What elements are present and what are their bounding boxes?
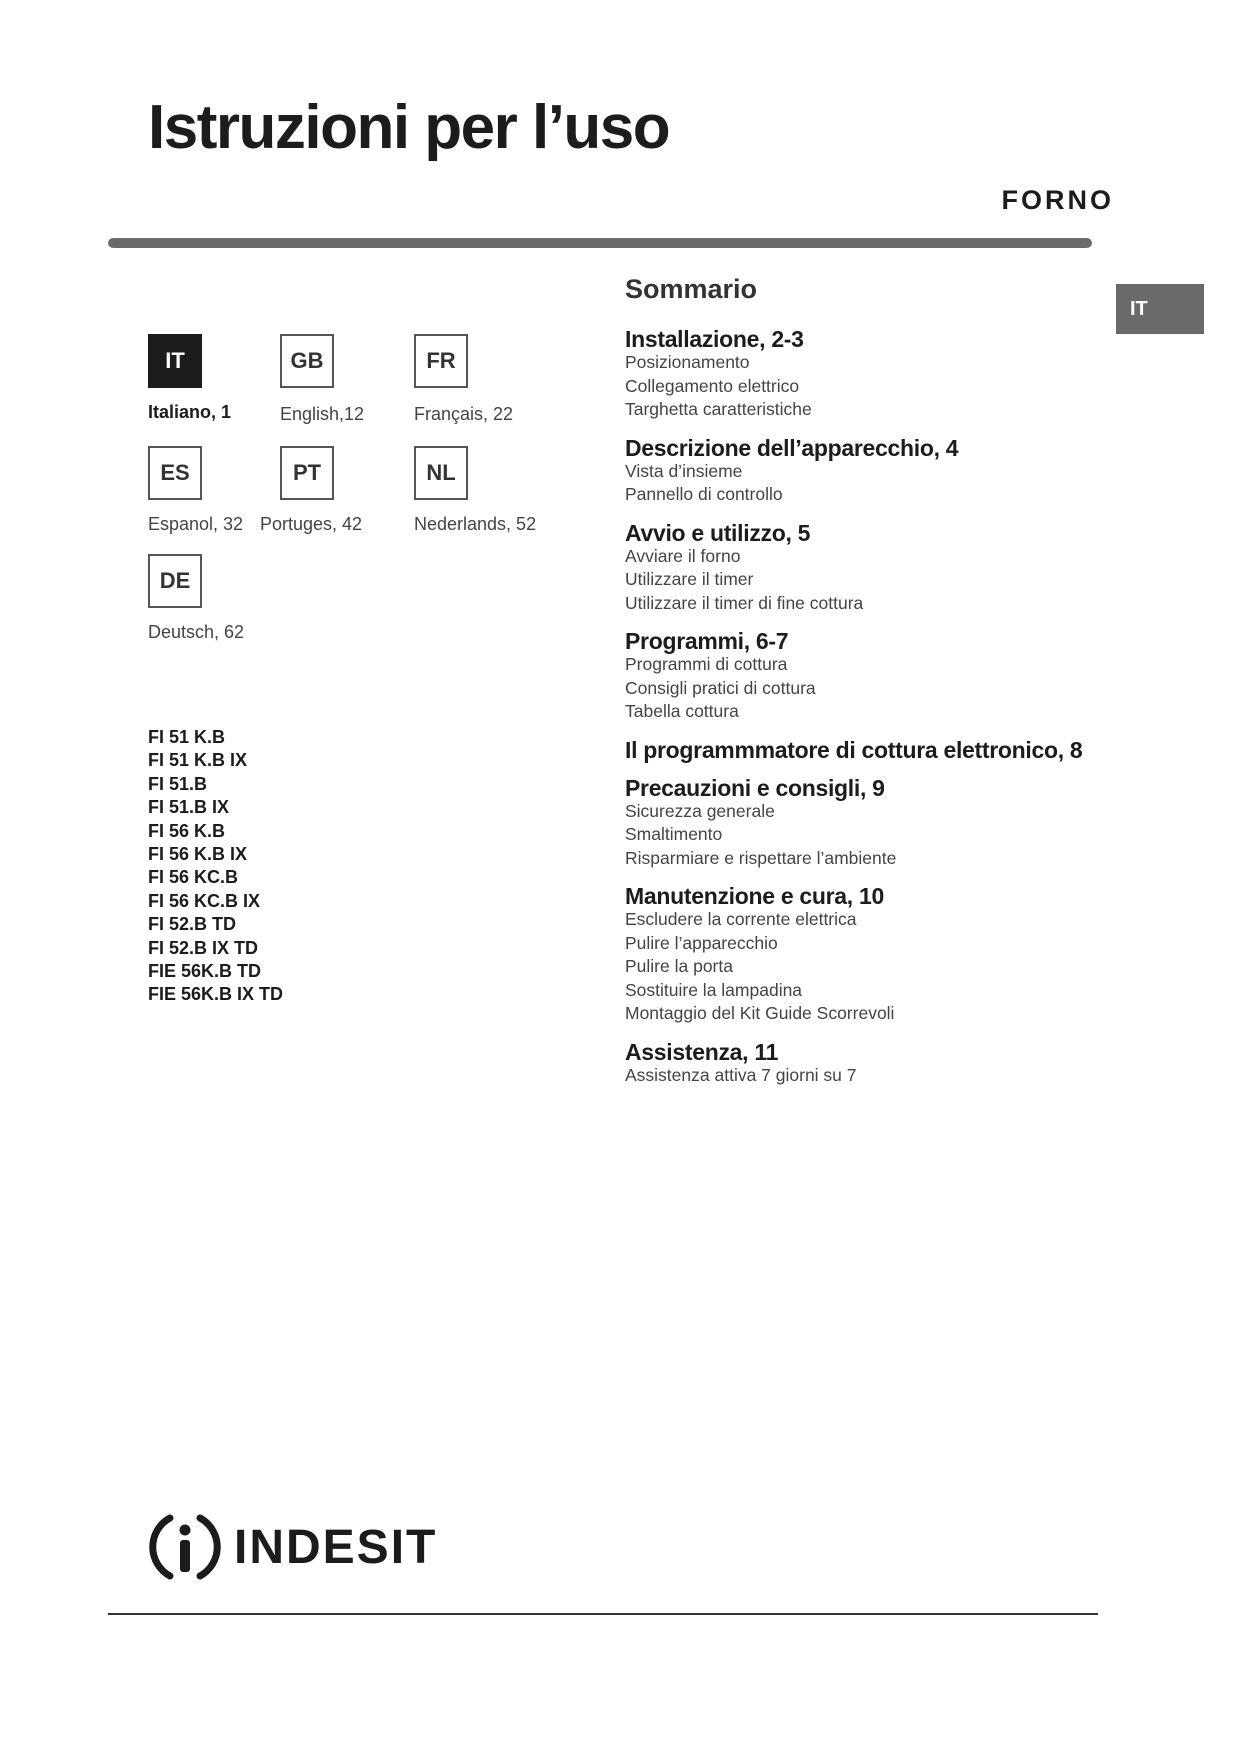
toc-item: Avviare il forno — [625, 545, 741, 566]
model-item: FI 56 K.B — [148, 820, 226, 841]
lang-box-pt[interactable]: PT — [280, 446, 334, 500]
model-item: FIE 56K.B IX TD — [148, 984, 284, 1005]
table-of-contents — [625, 274, 1095, 1101]
toc-section-title[interactable]: Manutenzione e cura, 10 — [625, 883, 884, 909]
toc-section-title[interactable]: Programmi, 6-7 — [625, 628, 789, 654]
model-item: FIE 56K.B TD — [148, 961, 262, 982]
model-item: FI 52.B TD — [148, 914, 237, 935]
brand-name: INDESIT — [234, 1520, 438, 1574]
lang-caption-it: Italiano, 1 — [148, 402, 232, 422]
toc-item: Risparmiare e rispettare l’ambiente — [625, 847, 897, 868]
lang-box-nl[interactable]: NL — [414, 446, 468, 500]
lang-box-es[interactable]: ES — [148, 446, 202, 500]
model-list — [148, 726, 283, 1007]
lang-caption-gb: English,12 — [280, 404, 365, 424]
lang-caption-de: Deutsch, 62 — [148, 622, 245, 642]
model-item: FI 56 KC.B IX — [148, 890, 261, 911]
model-item: FI 51.B IX — [148, 797, 230, 818]
toc-item: Escludere la corrente elettrica — [625, 909, 857, 929]
toc-section-installazione — [625, 327, 1095, 422]
toc-section-title[interactable]: Avvio e utilizzo, 5 — [625, 519, 811, 546]
lang-box-gb[interactable]: GB — [280, 334, 334, 388]
toc-item: Posizionamento — [625, 352, 750, 372]
model-item: FI 51 K.B — [148, 727, 226, 747]
toc-section-programmi — [625, 629, 1095, 724]
toc-item: Sicurezza generale — [625, 800, 775, 821]
toc-section-programmatore — [625, 738, 1095, 762]
toc-item: Smaltimento — [625, 824, 723, 844]
toc-section-title[interactable]: Precauzioni e consigli, 9 — [625, 774, 885, 801]
toc-section-title[interactable]: Il programmmatore di cottura elettronico, 8 — [625, 736, 1083, 763]
toc-item: Montaggio del Kit Guide Scorrevoli — [625, 1003, 895, 1023]
toc-item: Tabella cottura — [625, 701, 739, 721]
lang-box-de[interactable]: DE — [148, 554, 202, 608]
lang-caption-es: Espanol, 32 — [148, 514, 244, 534]
lang-caption-pt: Portuges, 42 — [260, 514, 363, 534]
toc-item: Sostituire la lampadina — [625, 979, 803, 1000]
toc-section-title[interactable]: Descrizione dell’apparecchio, 4 — [625, 434, 959, 461]
toc-item: Pulire la porta — [625, 956, 733, 976]
model-item: FI 56 K.B IX — [148, 844, 248, 865]
lang-box-it[interactable]: IT — [148, 334, 202, 388]
toc-section-precauzioni — [625, 776, 1095, 871]
model-item: FI 51 K.B IX — [148, 750, 248, 771]
toc-section-avvio — [625, 521, 1095, 616]
lang-caption-nl: Nederlands, 52 — [414, 514, 537, 534]
toc-section-descrizione — [625, 436, 1095, 507]
toc-item: Assistenza attiva 7 giorni su 7 — [625, 1064, 857, 1085]
toc-section-title[interactable]: Installazione, 2-3 — [625, 326, 804, 352]
toc-item: Targhetta caratteristiche — [625, 399, 812, 419]
toc-section-manutenzione — [625, 884, 1095, 1026]
brand-logo — [146, 1508, 437, 1586]
product-category: FORNO — [1001, 185, 1114, 215]
toc-item: Pannello di controllo — [625, 484, 783, 504]
toc-item: Pulire l’apparecchio — [625, 932, 778, 953]
lang-caption-fr: Français, 22 — [414, 404, 514, 424]
header-divider — [108, 238, 1092, 248]
info-circle-icon — [146, 1508, 224, 1586]
toc-heading: Sommario — [625, 274, 758, 304]
toc-section-assistenza — [625, 1040, 1095, 1088]
model-item: FI 56 KC.B — [148, 867, 239, 888]
page-title: Istruzioni per l’uso — [148, 93, 670, 162]
model-item: FI 52.B IX TD — [148, 937, 259, 958]
toc-item: Utilizzare il timer di fine cottura — [625, 592, 864, 613]
model-item: FI 51.B — [148, 773, 208, 794]
toc-item: Programmi di cottura — [625, 654, 788, 674]
language-tab-marker: IT — [1116, 284, 1204, 334]
toc-item: Collegamento elettrico — [625, 375, 800, 396]
toc-item: Utilizzare il timer — [625, 569, 754, 589]
footer-divider — [108, 1613, 1098, 1615]
toc-item: Consigli pratici di cottura — [625, 677, 816, 698]
lang-box-fr[interactable]: FR — [414, 334, 468, 388]
toc-section-title[interactable]: Assistenza, 11 — [625, 1038, 779, 1065]
toc-item: Vista d’insieme — [625, 460, 743, 481]
